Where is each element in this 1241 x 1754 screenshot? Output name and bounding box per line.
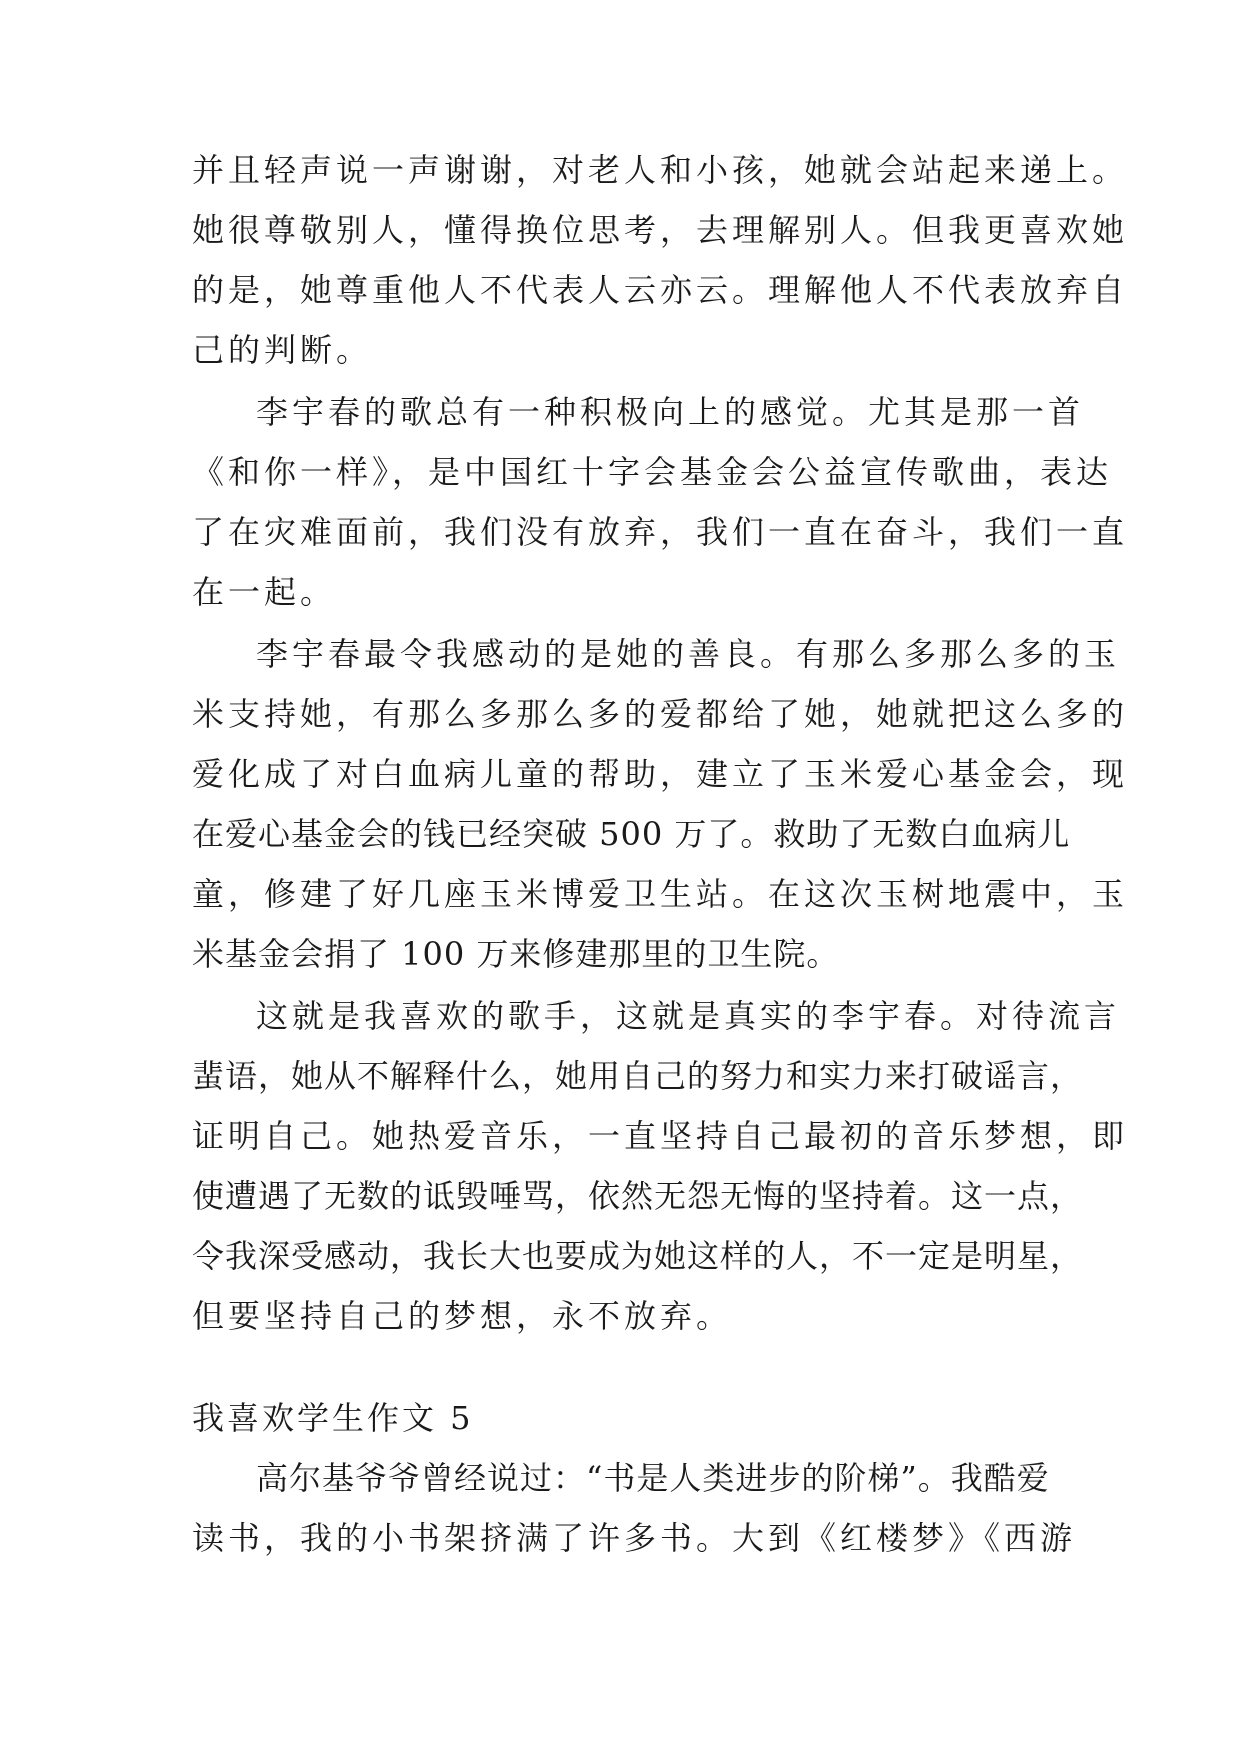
paragraph-1-line-3: 的是，她尊重他人不代表人云亦云。理解他人不代表放弃自 <box>192 271 1129 309</box>
paragraph-4-line-2: 蜚语，她从不解释什么，她用自己的努力和实力来打破谣言， <box>192 1057 1084 1095</box>
paragraph-4-line-4: 使遭遇了无数的诋毁唾骂，依然无怨无悔的坚持着。这一点， <box>192 1177 1084 1215</box>
paragraph-3-line-4: 在爱心基金会的钱已经突破 500 万了。救助了无数白血病儿 <box>192 815 1071 853</box>
paragraph-3-line-5: 童，修建了好几座玉米博爱卫生站。在这次玉树地震中，玉 <box>192 875 1129 913</box>
paragraph-4-line-5: 令我深受感动，我长大也要成为她这样的人，不一定是明星， <box>192 1237 1084 1275</box>
paragraph-3-line-3: 爱化成了对白血病儿童的帮助，建立了玉米爱心基金会，现 <box>192 755 1129 793</box>
section-paragraph-line-2: 读书，我的小书架挤满了许多书。大到《红楼梦》《西游 <box>192 1519 1077 1557</box>
paragraph-2-line-2: 《和你一样》，是中国红十字会基金会公益宣传歌曲，表达 <box>192 453 1113 491</box>
paragraph-2-line-4: 在一起。 <box>192 573 337 611</box>
paragraph-1-line-2: 她很尊敬别人，懂得换位思考，去理解别人。但我更喜欢她 <box>192 211 1129 249</box>
paragraph-3-line-1: 李宇春最令我感动的是她的善良。有那么多那么多的玉 <box>256 635 1121 673</box>
paragraph-4-line-1: 这就是我喜欢的歌手，这就是真实的李宇春。对待流言 <box>256 997 1121 1035</box>
paragraph-4-line-6: 但要坚持自己的梦想，永不放弃。 <box>192 1297 733 1335</box>
paragraph-2-line-3: 了在灾难面前，我们没有放弃，我们一直在奋斗，我们一直 <box>192 513 1129 551</box>
paragraph-2-line-1: 李宇春的歌总有一种积极向上的感觉。尤其是那一首 <box>256 393 1085 431</box>
paragraph-3-line-6: 米基金会捐了 100 万来修建那里的卫生院。 <box>192 935 840 973</box>
paragraph-1-line-4: 己的判断。 <box>192 331 373 369</box>
paragraph-3-line-2: 米支持她，有那么多那么多的爱都给了她，她就把这么多的 <box>192 695 1129 733</box>
section-paragraph-line-1: 高尔基爷爷曾经说过：“书是人类进步的阶梯”。我酷爱 <box>256 1459 1050 1497</box>
paragraph-4-line-3: 证明自己。她热爱音乐，一直坚持自己最初的音乐梦想，即 <box>192 1117 1129 1155</box>
paragraph-1-line-1: 并且轻声说一声谢谢，对老人和小孩，她就会站起来递上。 <box>192 151 1129 189</box>
section-title: 我喜欢学生作文 5 <box>192 1399 474 1437</box>
